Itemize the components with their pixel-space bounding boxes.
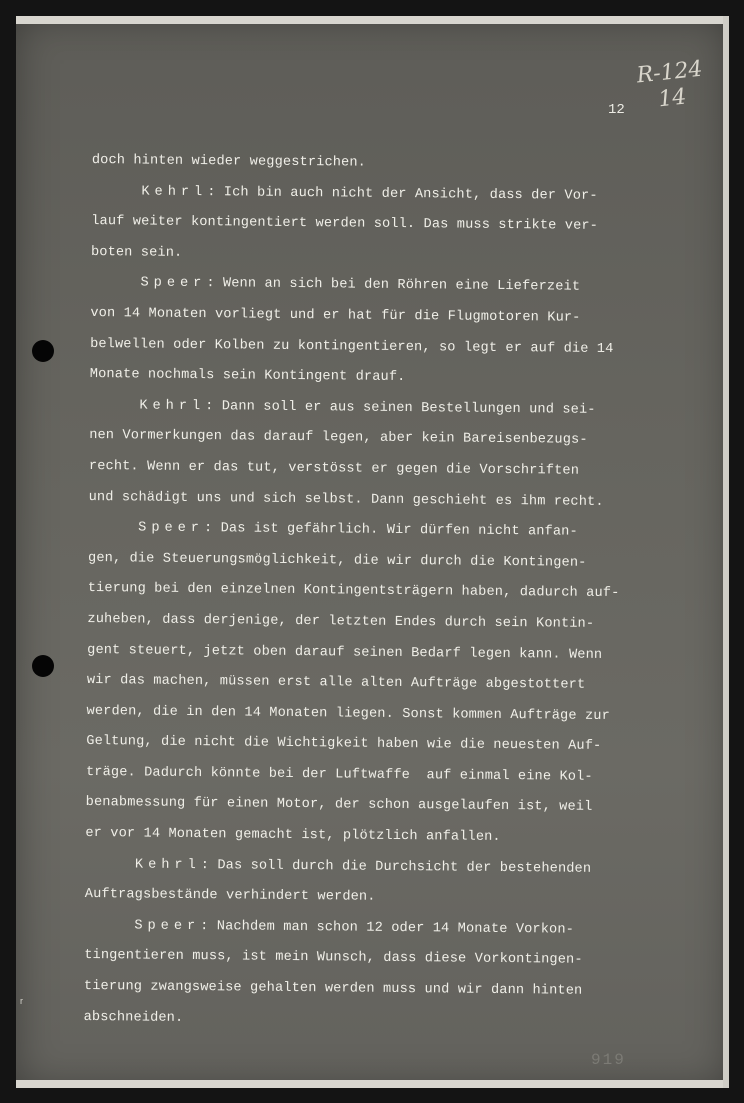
line-text: : Das ist gefährlich. Wir dürfen nicht anfan- (203, 521, 578, 540)
line-text: träge. Dadurch könnte bei der Luftwaffe auf einmal eine Kol- (85, 764, 593, 785)
line-text: tierung zwangsweise gehalten werden muss und wir dann hinten (83, 978, 583, 999)
line-text: : Wenn an sich bei den Röhren eine Lieferzeit (206, 276, 581, 296)
line-indent (88, 520, 138, 535)
text-line (89, 452, 669, 488)
line-text: wir das machen, müssen erst alle alten Aufträge abgestottert (86, 673, 586, 693)
text-line (84, 972, 664, 1008)
corner-mark: r (20, 996, 23, 1006)
line-text: Monate nochmals sein Kontingent drauf. (89, 367, 406, 386)
line-text: er vor 14 Monaten gemacht ist, plötzlich anfallen. (85, 826, 501, 846)
text-line (87, 605, 667, 641)
line-indent (89, 398, 139, 413)
speaker-name: Speer (138, 520, 205, 537)
archive-mark-line: 14 (657, 84, 688, 113)
speaker-name: Kehrl (141, 184, 208, 200)
line-text: Auftragsbestände verhindert werden. (84, 887, 376, 906)
line-text: gent steuert, jetzt oben darauf seinen Bedarf legen kann. Wenn (87, 642, 603, 663)
line-text: Geltung, die nicht die Wichtigkeit haben wie die neuesten Auf- (86, 734, 602, 755)
punch-hole (32, 655, 54, 677)
document-page (16, 16, 729, 1088)
paper-right-edge (723, 16, 729, 1088)
line-indent (84, 918, 134, 933)
line-text: tingentieren muss, ist mein Wunsch, dass diese Vorkontingen- (84, 948, 583, 969)
line-text: tierung bei den einzelnen Kontingentsträgern haben, dadurch auf- (87, 581, 620, 602)
archive-stamp-number: 919 (591, 1051, 626, 1069)
transcript-body (83, 146, 671, 1039)
line-indent (91, 275, 141, 290)
line-text: belwellen oder Kolben zu kontingentieren, so legt er auf die 14 (90, 336, 614, 357)
paper-bottom-edge (16, 1080, 729, 1088)
text-line (85, 819, 665, 855)
line-text: nen Vormerkungen das darauf legen, aber kein Bareisenbezugs- (89, 428, 588, 449)
speaker-name: Speer (140, 275, 207, 292)
line-text: boten sein. (90, 244, 183, 261)
line-text: lauf weiter kontingentiert werden soll. Das muss strikte ver- (91, 214, 599, 235)
punch-hole (32, 340, 54, 362)
speaker-name: Kehrl (139, 398, 206, 414)
archive-mark (629, 56, 714, 116)
line-text: : Ich bin auch nicht der Ansicht, dass der Vor- (207, 184, 598, 204)
text-line (92, 146, 672, 182)
line-text: benabmessung für einen Motor, der schon ausgelaufen ist, weil (85, 795, 593, 816)
speaker-name: Kehrl (134, 857, 201, 873)
line-text: und schädigt uns und sich selbst. Dann geschieht es ihm recht. (88, 489, 604, 510)
page-number: 12 (608, 102, 625, 118)
line-indent (91, 184, 141, 199)
line-text: werden, die in den 14 Monaten liegen. Sonst kommen Aufträge zur (86, 703, 611, 724)
line-text: doch hinten wieder weggestrichen. (91, 152, 367, 171)
line-text: von 14 Monaten vorliegt und er hat für die Flugmotoren Kur- (90, 305, 581, 326)
line-indent (85, 857, 135, 872)
text-line (90, 299, 670, 335)
line-text: zuheben, dass derjenige, der letzten Endes durch sein Kontin- (87, 611, 595, 632)
line-text: gen, die Steuerungsmöglichkeit, die wir durch die Kontingen- (87, 550, 587, 571)
speaker-name: Speer (134, 918, 201, 934)
line-text: : Das soll durch die Durchsicht der bestehenden (200, 857, 592, 877)
line-text: : Dann soll er aus seinen Bestellungen und sei- (205, 398, 596, 418)
line-text: recht. Wenn er das tut, verstösst er gegen die Vorschriften (88, 458, 580, 479)
text-line (83, 1003, 663, 1039)
line-text: abschneiden. (83, 1009, 184, 1026)
line-text: : Nachdem man schon 12 oder 14 Monate Vorkon- (200, 918, 575, 938)
paper-top-edge (16, 16, 729, 24)
archive-mark-line: R-124 (635, 56, 704, 89)
